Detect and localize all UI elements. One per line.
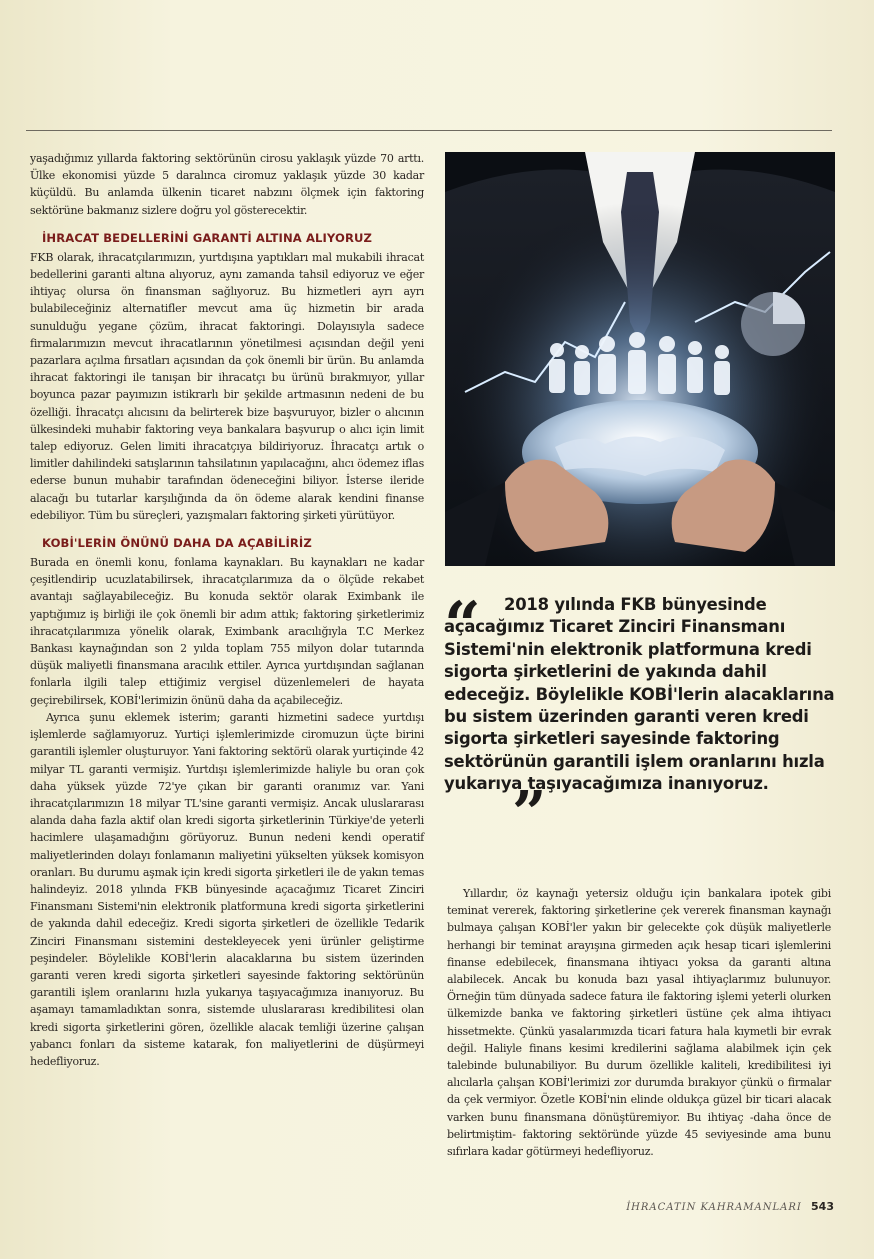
left-column <box>30 150 424 1070</box>
open-quote-icon: “ <box>444 588 481 663</box>
intro-paragraph: yaşadığımız yıllarda faktoring sektörünün cirosu yaklaşık yüzde 70 arttı. Ülke ekonomisi yüzde 5 daralınca ciromuz yaklaşık yüzde 30 kadar küçüldü. Bu anlamda ülkenin ticaret nabzını ölçmek için faktoring sektörüne bakmanız sizlere doğru yol gösterecektir. <box>30 152 424 217</box>
pull-quote-text: 2018 yılında FKB bünyesinde açacağımız Ticaret Zinciri Finansmanı Sistemi'nin elektronik platformuna kredi sigorta şirketlerini de yakında dahil edeceğiz. Böylelikle KOBİ'lerin alacaklarına bu sistem üzerinden garanti veren kredi sigorta şirketleri sayesinde faktoring sektörünün garantili işlem oranlarını hızla yukarıya taşıyacağımıza inanıyoruz. <box>444 595 835 794</box>
pull-quote <box>444 588 836 849</box>
page-number: 543 <box>811 1200 834 1213</box>
page-footer <box>626 1200 834 1213</box>
business-hands-globe-illustration <box>445 152 835 566</box>
right-paragraph: Yıllardır, öz kaynağı yetersiz olduğu için bankalara ipotek gibi teminat vererek, faktoring şirketlerine çek vererek finansman kaynağı bulmaya çalışan KOBİ'ler yakın bir gelecekte çok düşük maliyetlerle herhangi bir teminat arayışına girmeden açık hesap ticari işlemlerini finanse edebilecek, finansmana ihtiyacı yoksa da garanti altına alabilecek. Ancak bu konuda bazı yasal ihtiyaçlarımız bulunuyor. Örneğin tüm dünyada sadece fatura ile faktoring işlemi yeterli olurken ülkemizde banka ve faktoring şirketleri üstüne çek alma ihtiyacı hissetmekte. Çünkü yasalarımızda ticari fatura hala kıymetli bir evrak değil. Haliyle finans kesimi kredilerini sağlama alabilmek için çek talebinde bulunabiliyor. Bu durum özellikle kaliteli, kredibilitesi iyi alıcılarla çalışan KOBİ'lerimizi zor durumda bırakıyor çünkü o firmalar da çek vermiyor. Özetle KOBİ'nin elinde oldukça güzel bir ticari alacak varken bunu finansmana dönüştüremiyor. Bu ihtiyaç -daha önce de belirtmiştim- faktoring sektöründe yüzde 45 seviyesinde ama bunu sıfırlara kadar götürmeyi hedefliyoruz. <box>447 887 831 1159</box>
close-quote-icon: ” <box>512 778 547 849</box>
running-title: İHRACATIN KAHRAMANLARI <box>626 1202 802 1213</box>
right-column <box>447 885 831 1160</box>
illustration-svg <box>445 152 835 566</box>
section2-paragraph-2: Ayrıca şunu eklemek isterim; garanti hizmetini sadece yurtdışı işlemlerde sağlamıyoruz. Yurtiçi işlemlerimizde ciromuzun üçte birini garantili işlemler oluşturuyor. Yani faktoring sektörü olarak yurtiçinde 42 milyar TL garanti vermişiz. Yurtdışı işlemlerimizde haliyle bu oran çok daha yüksek yüzde 72'ye çıkan bir garanti oranımız var. Yani ihracatçılarımızın 18 milyar TL'sine garanti vermişiz. Ancak uluslararası alanda daha fazla aktif olan kredi sigorta şirketlerinin Türkiye'de yeterli hacimlere ulaşamadığını görüyoruz. Bunun nedeni kendi operatif maliyetlerinden dolayı fonlamanın maliyetini yükselten yüksek komisyon oranları. Bu durumu aşmak için kredi sigorta şirketleri ile de yakın temas halindeyiz. 2018 yılında FKB bünyesinde açacağımız Ticaret Zinciri Finansmanı Sistemi'nin elektronik platformuna kredi sigorta şirketlerini de yakında dahil edeceğiz. Kredi sigorta şirketleri de özellikle Tedarik Zinciri Finansmanı sistemini destekleyecek yeni ürünler geliştirme peşindeler. Böylelikle KOBİ'lerin alacaklarına bu sistem üzerinden garanti veren kredi sigorta şirketleri sayesinde faktoring sektörünün garantili işlem oranlarını hızla yukarıya taşıyacağımıza inanıyoruz. Bu aşamayı tamamladıktan sonra, sistemde uluslararası kredibilitesi olan kredi sigorta şirketlerini gören, özellikle alacak temliği üzerine çalışan yabancı fonları da sisteme katarak, fon maliyetlerini de düşürmeyi hedefliyoruz. <box>30 710 424 1068</box>
section1-paragraph: FKB olarak, ihracatçılarımızın, yurtdışına yaptıkları mal mukabili ihracat bedellerini garanti altına alıyoruz, aynı zamanda tahsil ediyoruz ve eğer ihtiyaç olursa ön finansman sağlıyoruz. Bu hizmetleri ayrı ayrı bulabileceğiniz alternatifler mevcut ama üç hizmetin bir arada sunulduğu yegane çözüm, ihracat faktoringi. Dolayısıyla sadece firmalarımızın mevcut ihracatlarının yönetilmesi açısından değil yeni pazarlara açılma fırsatları açısından da çok önemli bir ürün. Bu anlamda ihracat faktoringi ile tanışan bir ihracatçı bu ürünü bırakmıyor, yıllar boyunca pazar payımızın istikrarlı bir şekilde artmasının nedeni de bu özelliği. İhracatçı alıcısını da belirterek bize başvuruyor, bizler o alıcının ülkesindeki muhabir faktoring veya bankalara başvurup o alıcı için limit talep ediyoruz. Gelen limiti ihracatçıya bildiriyoruz. İhracatçı artık o limitler dahilindeki satışlarının tahsilatının yapılacağını, alıcı ödemez iflas ederse bunun muhabir tarafından ödeneceğini biliyor. İsterse ileride alacağı bu tutarlar karşılığında da ön ödeme alarak kendini finanse edebiliyor. Tüm bu süreçleri, yazışmaları faktoring şirketi yürütüyor. <box>30 250 424 522</box>
section2-paragraph-1: Burada en önemli konu, fonlama kaynakları. Bu kaynakları ne kadar çeşitlendirip ucuzlatabilirsek, ihracatçılarımıza da o ölçüde rekabet avantajı sağlayabileceğiz. Bu konuda sektör olarak Eximbank ile yaptığımız iş birliği ile çok önemli bir adım attık; faktoring şirketlerimiz ihracatçılarımıza yönelik olarak, Eximbank aracılığıyla T.C Merkez Bankası kaynağından son 2 yılda toplam 755 milyon dolar tutarında düşük maliyetli finansmana aracılık ettiler. Ayrıca yurtdışından sağlanan fonlarla ilgili talep ettiğimiz vergisel düzenlemeleri de hayata geçirebilirsek, KOBİ'lerimizin önünü daha da açabileceğiz. <box>30 556 424 707</box>
section1-heading: İHRACAT BEDELLERİNİ GARANTİ ALTINA ALIYORUZ <box>42 230 373 245</box>
section2-heading: KOBİ'LERİN ÖNÜNÜ DAHA DA AÇABİLİRİZ <box>42 536 312 551</box>
top-rule <box>26 130 832 131</box>
